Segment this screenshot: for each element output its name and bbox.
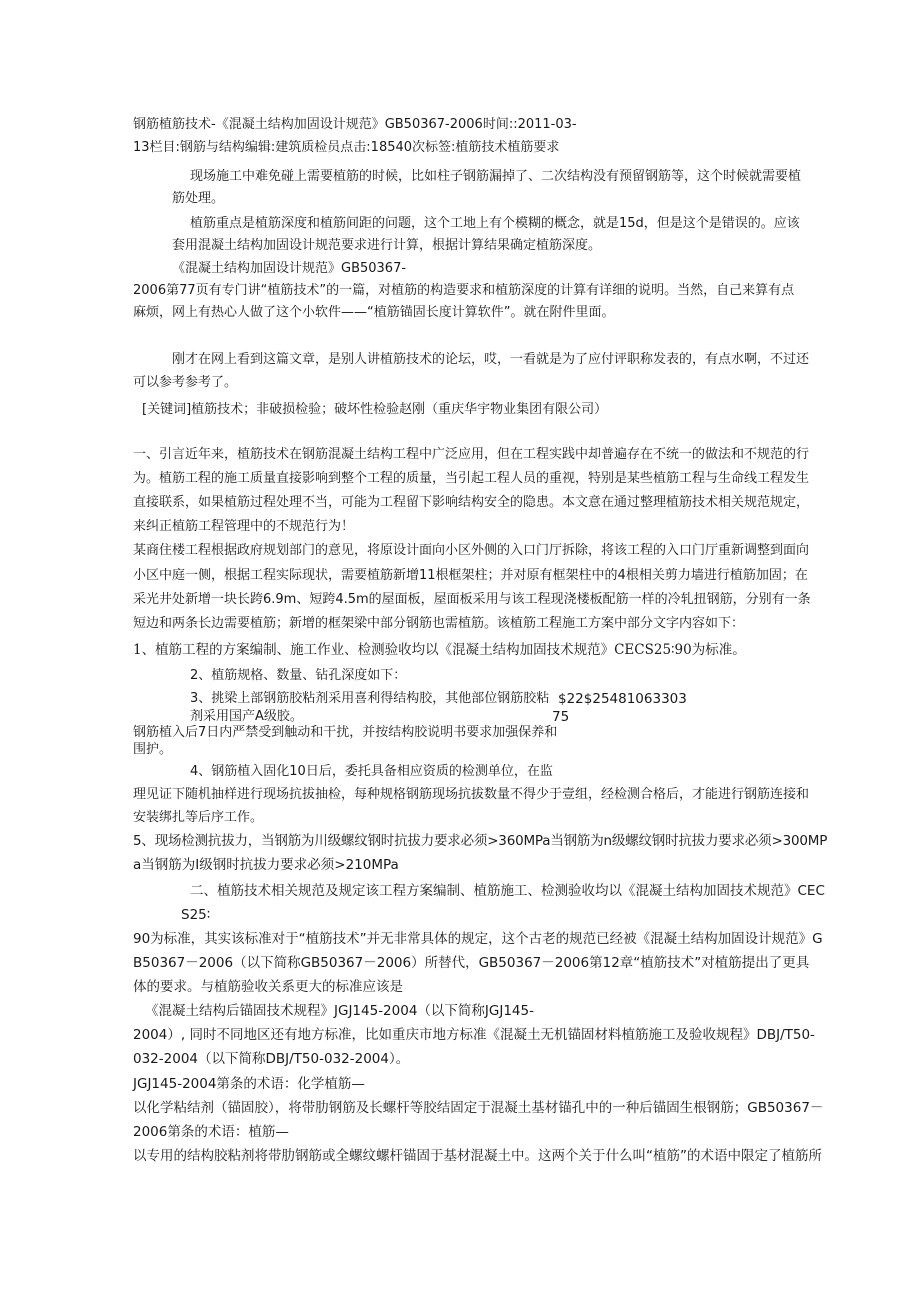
section2-line-3: 90为标准，其实该标准对于“植筋技术”并无非常具体的规定，这个古老的规范已经被《混凝土结构加固设计规范》G xyxy=(133,931,823,947)
section2-line-4: B50367－2006（以下简称GB50367－2006）所替代，GB50367－2006第12章“植筋技术”对植筋提出了更具 xyxy=(133,955,810,971)
intro-p3-line-1: 《混凝土结构加固设计规范》GB50367- xyxy=(172,261,407,276)
item-2: 2、植筋规格、数量、钻孔深度如下： xyxy=(190,668,407,683)
section1-line-8: 短边和两条长边需要植筋；新增的框架梁中部分钢筋也需植筋。该植筋工程施工方案中部分文字内容如下： xyxy=(133,616,745,631)
item-5-line-1: 5、现场检测抗拔力，当钢筋为川级螺纹钢时抗拔力要求必须>360MPa当钢筋为n级螺纹钢时抗拔力要求必须>300MP xyxy=(133,833,828,849)
section2-line-12: 以专用的结构胶粘剂将带肋钢筋或全螺纹螺杆锚固于基材混凝土中。这两个关于什么叫“植筋”的术语中限定了植筋所 xyxy=(133,1148,822,1164)
intro-p3-line-3: 麻烦，网上有热心人做了这个小软件——“植筋锚固长度计算软件”。就在附件里面。 xyxy=(133,305,615,320)
section1-line-1: 一、引言近年来，植筋技术在钢筋混凝土结构工程中广泛应用，但在工程实践中却普遍存在不统一的做法和不规范的行 xyxy=(133,447,810,462)
section2-line-7: 2004）, 同时不同地区还有地方标准，比如重庆市地方标准《混凝土无机锚固材料植筋施工及验收规程》DBJ/T50- xyxy=(133,1027,815,1043)
intro-p4-line-2: 可以参考参考了。 xyxy=(133,375,238,390)
section2-line-11: 2006第条的术语：植筋— xyxy=(133,1124,289,1140)
item-4-line-2: 理见证下随机抽样进行现场抗拔抽检，每种规格钢筋现场抗拔数量不得少于壹组，经检测合格后，才能进行钢筋连接和 xyxy=(133,787,810,802)
section2-line-1: 二、植筋技术相关规范及规定该工程方案编制、植筋施工、检测验收均以《混凝土结构加固技术规范》CEC xyxy=(190,883,825,899)
section2-line-5: 体的要求。与植筋验收关系更大的标准应该是 xyxy=(133,979,403,995)
intro-p1-line-1: 现场施工中难免碰上需要植筋的时候，比如柱子钢筋漏掉了、二次结构没有预留钢筋等，这个时候就需要植 xyxy=(190,169,802,184)
intro-p4-line-1: 刚才在网上看到这篇文章，是别人讲植筋技术的论坛，哎，一看就是为了应付评职称发表的，有点水啊，不过还 xyxy=(172,352,810,367)
section2-line-6: 《混凝土结构后锚固技术规程》JGJ145-2004（以下简称JGJ145- xyxy=(145,1003,534,1019)
section1-line-4: 来纠正植筋工程管理中的不规范行为！ xyxy=(133,519,355,534)
keywords-line: [关键词]植筋技术；非破损检验；破坏性检验赵刚（重庆华宇物业集团有限公司） xyxy=(142,402,608,417)
section1-line-7: 采光井处新增一块长跨6.9m、短跨4.5m的屋面板，屋面板采用与该工程现浇楼板配筋一样的冷轧扭钢筋，分别有一条 xyxy=(133,592,811,607)
item-4-line-3: 安装绑扎等后序工作。 xyxy=(133,810,264,825)
intro-p3-line-2: 2006第77页有专门讲“植筋技术”的一篇，对植筋的构造要求和植筋深度的计算有详细的说明。当然，自己来算有点 xyxy=(133,283,795,298)
section2-line-9: JGJ145-2004第条的术语：化学植筋— xyxy=(133,1076,365,1092)
section1-line-6: 小区中庭一侧，根据工程实际现状，需要植筋新增11根框架柱；并对原有框架柱中的4根相关剪力墙进行植筋加固；在 xyxy=(133,568,808,583)
section1-line-5: 某商住楼工程根据政府规划部门的意见，将原设计面向小区外侧的入口门厅拆除，将该工程的入口门厅重新调整到面向 xyxy=(133,543,810,558)
header-line-1: 钢筋植筋技术-《混凝土结构加固设计规范》GB50367-2006时间::2011-03- xyxy=(133,117,577,132)
item-3-side-line-1: $22$25481063303 xyxy=(558,691,687,707)
item-3-line-1: 3、挑梁上部钢筋胶粘剂采用喜利得结构胶，其他部位钢筋胶粘 xyxy=(190,691,550,706)
section2-line-10: 以化学粘结剂（锚固胶），将带肋钢筋及长螺杆等胶结固定于混凝土基材锚孔中的一种后锚固生根钢筋；GB50367－ xyxy=(133,1100,824,1116)
section1-line-3: 直接联系，如果植筋过程处理不当，可能为工程留下影响结构安全的隐患。本文意在通过整理植筋技术相关规范规定， xyxy=(133,495,810,510)
item-3-side-line-2: 75 xyxy=(552,709,570,725)
item-3-line-3: 钢筋植入后7日内严禁受到触动和干扰，并按结构胶说明书要求加强保养和 xyxy=(133,725,558,740)
item-4-line-1: 4、钢筋植入固化10日后，委托具备相应资质的检测单位，在监 xyxy=(190,764,553,779)
intro-p2-line-1: 植筋重点是植筋深度和植筋间距的问题，这个工地上有个模糊的概念，就是15d，但是这个是错误的。应该 xyxy=(190,216,800,231)
section2-line-8: 032-2004（以下简称DBJ/T50-032-2004）。 xyxy=(133,1051,410,1067)
item-5-line-2: a当钢筋为I级钢时抗拔力要求必须>210MPa xyxy=(133,857,399,873)
section2-line-2: S25∶ xyxy=(181,907,211,923)
item-1: 1、植筋工程的方案编制、施工作业、检测验收均以《混凝土结构加固技术规范》CECS25∶90为标准。 xyxy=(133,642,746,658)
intro-p2-line-2: 套用混凝土结构加固设计规范要求进行计算，根据计算结果确定植筋深度。 xyxy=(172,238,602,253)
header-line-2: 13栏目:钢筋与结构编辑:建筑质检员点击:18540次标签:植筋技术植筋要求 xyxy=(133,140,560,155)
item-3-line-2: 剂采用国产A级胶。 xyxy=(190,709,303,724)
item-3-line-4: 围护。 xyxy=(133,742,173,757)
section1-line-2: 为。植筋工程的施工质量直接影响到整个工程的质量，当引起工程人员的重视，特别是某些植筋工程与生命线工程发生 xyxy=(133,471,810,486)
intro-p1-line-2: 筋处理。 xyxy=(172,191,225,206)
